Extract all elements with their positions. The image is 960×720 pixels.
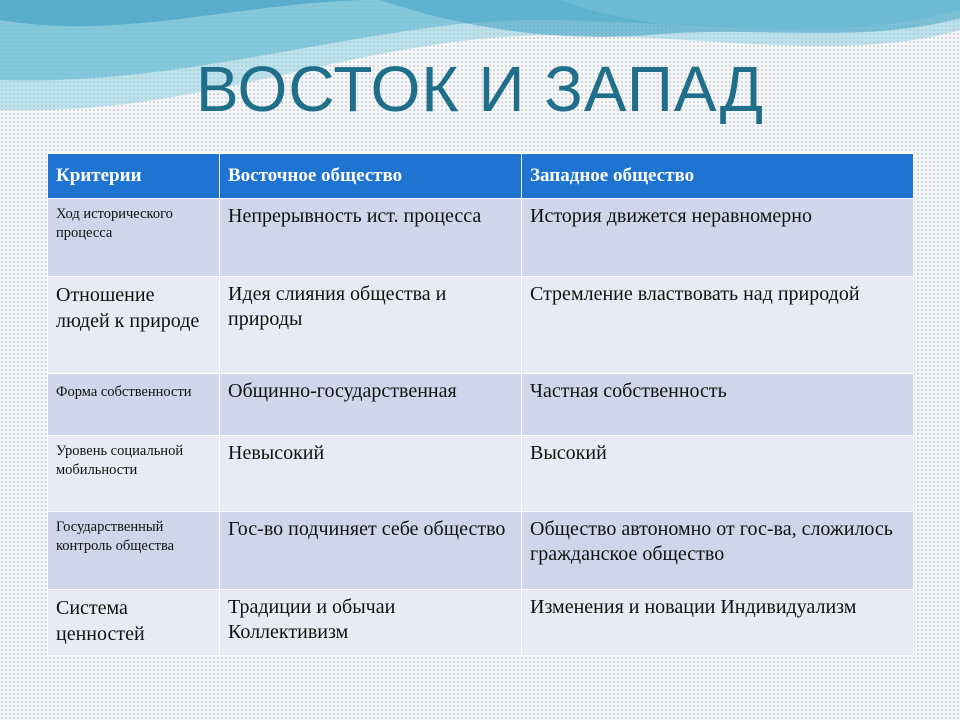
west-cell: Общество автономно от гос-ва, сложилось гражданское общество [522, 512, 914, 590]
table-row [48, 277, 914, 374]
east-cell: Общинно-государственная [220, 374, 522, 436]
east-cell: Невысокий [220, 436, 522, 512]
west-cell: История движется неравномерно [522, 199, 914, 277]
table-header-row [48, 154, 914, 199]
table-row [48, 436, 914, 512]
criterion-cell: Форма собственности [48, 374, 220, 436]
criterion-cell: Система ценностей [48, 590, 220, 656]
header-east: Восточное общество [220, 154, 522, 199]
page-title: ВОСТОК И ЗАПАД [195, 53, 765, 125]
criterion-cell: Уровень социальной мобильности [48, 436, 220, 512]
west-cell: Стремление властвовать над природой [522, 277, 914, 374]
criterion-cell: Государственный контроль общества [48, 512, 220, 590]
table-row [48, 590, 914, 656]
table-row [48, 199, 914, 277]
table-row [48, 374, 914, 436]
criterion-cell: Отношение людей к природе [48, 277, 220, 374]
header-west: Западное общество [522, 154, 914, 199]
table-row [48, 512, 914, 590]
east-cell: Традиции и обычаи Коллективизм [220, 590, 522, 656]
comparison-table [47, 153, 914, 656]
west-cell: Частная собственность [522, 374, 914, 436]
east-cell: Гос-во подчиняет себе общество [220, 512, 522, 590]
west-cell: Высокий [522, 436, 914, 512]
west-cell: Изменения и новации Индивидуализм [522, 590, 914, 656]
criterion-cell: Ход исторического процесса [48, 199, 220, 277]
header-criteria: Критерии [48, 154, 220, 199]
east-cell: Непрерывность ист. процесса [220, 199, 522, 277]
east-cell: Идея слияния общества и природы [220, 277, 522, 374]
